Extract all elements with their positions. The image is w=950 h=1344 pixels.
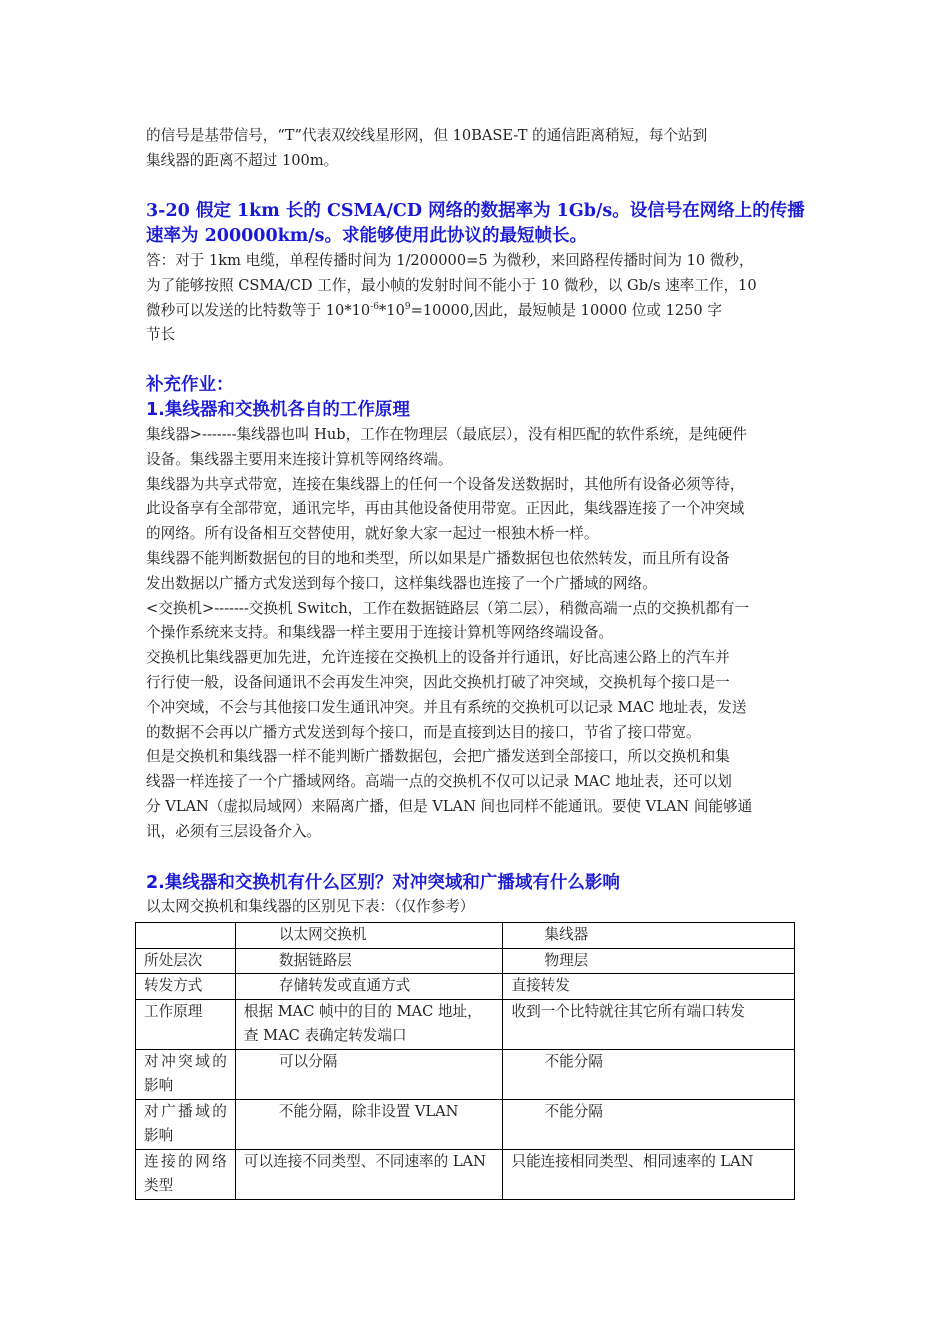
hub-cell: 不能分隔 — [503, 1049, 795, 1099]
question-2-heading: 2.集线器和交换机有什么区别？对冲突域和广播域有什么影响 — [146, 873, 620, 893]
body-line: 分 VLAN（虚拟局域网）来隔离广播，但是 VLAN 间也同样不能通讯。要使 VLAN 间能够通 — [146, 797, 753, 815]
row-label: 所处层次 — [136, 948, 236, 974]
body-line: 行行使一般，设备间通讯不会再发生冲突，因此交换机打破了冲突域，交换机每个接口是一 — [146, 673, 730, 691]
body-line: <交换机>-------交换机 Switch，工作在数据链路层（第二层），稍微高端一点的交换机都有一 — [146, 599, 750, 617]
exponent: 9 — [404, 301, 411, 312]
comparison-table — [135, 922, 795, 1200]
switch-cell: 不能分隔，除非设置 VLAN — [235, 1099, 503, 1149]
body-line: 个冲突域，不会与其他接口发生通讯冲突。并且有系统的交换机可以记录 MAC 地址表，发送 — [146, 698, 747, 716]
title-line: 速率为 200000km/s。求能够使用此协议的最短帧长。 — [146, 225, 588, 246]
row-label: 对冲突域的影响 — [136, 1049, 236, 1099]
body-line: 集线器不能判断数据包的目的地和类型，所以如果是广播数据包也依然转发，而且所有设备 — [146, 549, 730, 567]
question-3-20-answer — [146, 249, 816, 348]
table-intro: 以太网交换机和集线器的区别见下表：（仅作参考） — [146, 898, 475, 915]
hub-cell: 只能连接相同类型、相同速率的 LAN — [503, 1149, 795, 1199]
intro-line: 的信号是基带信号，“T”代表双绞线星形网，但 10BASE-T 的通信距离稍短，每个站到 — [146, 127, 708, 144]
hub-cell: 直接转发 — [503, 974, 795, 1000]
body-line: 此设备享有全部带宽，通讯完毕，再由其他设备使用带宽。正因此，集线器连接了一个冲突域 — [146, 500, 745, 518]
switch-cell: 可以分隔 — [235, 1049, 503, 1099]
body-line: 设备。集线器主要用来连接计算机等网络终端。 — [146, 450, 453, 468]
question-3-20-title — [146, 199, 826, 248]
answer-line: 节长 — [146, 326, 176, 344]
intro-line: 集线器的距离不超过 100m。 — [146, 151, 339, 169]
header-cell — [136, 923, 236, 949]
body-line: 交换机比集线器更加先进，允许连接在交换机上的设备并行通讯，好比高速公路上的汽车并 — [146, 649, 730, 667]
table-row — [136, 999, 795, 1049]
body-line: 的数据不会再以广播方式发送到每个接口，而是直接到达目的接口，节省了接口带宽。 — [146, 723, 701, 741]
answer-line: 为了能够按照 CSMA/CD 工作，最小帧的发射时间不能小于 10 微秒，以 Gb/s 速率工作，10 — [146, 276, 757, 294]
hub-cell: 不能分隔 — [503, 1099, 795, 1149]
body-line: 但是交换机和集线器一样不能判断广播数据包，会把广播发送到全部接口，所以交换机和集 — [146, 748, 730, 766]
body-line: 发出数据以广播方式发送到每个接口，这样集线器也连接了一个广播域的网络。 — [146, 574, 657, 592]
title-line: 3-20 假定 1km 长的 CSMA/CD 网络的数据率为 1Gb/s。设信号在网络上的传播 — [146, 201, 805, 221]
table-row — [136, 948, 795, 974]
header-cell: 集线器 — [503, 923, 795, 949]
exponent: -6 — [370, 301, 379, 312]
switch-cell: 存储转发或直通方式 — [235, 974, 503, 1000]
switch-cell: 数据链路层 — [235, 948, 503, 974]
switch-cell: 可以连接不同类型、不同速率的 LAN — [235, 1149, 503, 1199]
question-1-heading: 1.集线器和交换机各自的工作原理 — [146, 400, 410, 420]
body-line: 个操作系统来支持。和集线器一样主要用于连接计算机等网络终端设备。 — [146, 624, 614, 642]
row-label: 对广播域的影响 — [136, 1099, 236, 1149]
answer-line: 答：对于 1km 电缆，单程传播时间为 1/200000=5 为微秒，来回路程传播时间为 10 微秒， — [146, 252, 754, 269]
row-label: 工作原理 — [136, 999, 236, 1049]
formula-part: 微秒可以发送的比特数等于 10*10 — [146, 301, 371, 319]
row-label: 转发方式 — [136, 974, 236, 1000]
table-row — [136, 1099, 795, 1149]
formula-part: *10 — [378, 301, 405, 319]
table-row — [136, 1049, 795, 1099]
switch-cell: 根据 MAC 帧中的目的 MAC 地址，查 MAC 表确定转发端口 — [235, 999, 503, 1049]
formula-part: =10000,因此，最短帧是 10000 位或 1250 字 — [410, 301, 722, 319]
header-cell: 以太网交换机 — [235, 923, 503, 949]
hub-cell: 收到一个比特就往其它所有端口转发 — [503, 999, 795, 1049]
answer-line-formula — [146, 299, 816, 324]
hub-cell: 物理层 — [503, 948, 795, 974]
body-line: 集线器为共享式带宽，连接在集线器上的任何一个设备发送数据时，其他所有设备必须等待， — [146, 475, 745, 493]
table-row — [136, 1149, 795, 1199]
question-1-body — [146, 423, 816, 845]
supplement-heading: 补充作业： — [146, 375, 234, 395]
row-label: 连接的网络类型 — [136, 1149, 236, 1199]
body-line: 集线器>-------集线器也叫 Hub，工作在物理层（最底层），没有相匹配的软件系统，是纯硬件 — [146, 426, 747, 443]
body-line: 的网络。所有设备相互交替使用，就好象大家一起过一根独木桥一样。 — [146, 525, 599, 543]
body-line: 讯，必须有三层设备介入。 — [146, 822, 322, 840]
table-row — [136, 974, 795, 1000]
body-line: 线器一样连接了一个广播域网络。高端一点的交换机不仅可以记录 MAC 地址表，还可以划 — [146, 773, 732, 791]
intro-paragraph — [146, 124, 816, 174]
table-header-row — [136, 923, 795, 949]
